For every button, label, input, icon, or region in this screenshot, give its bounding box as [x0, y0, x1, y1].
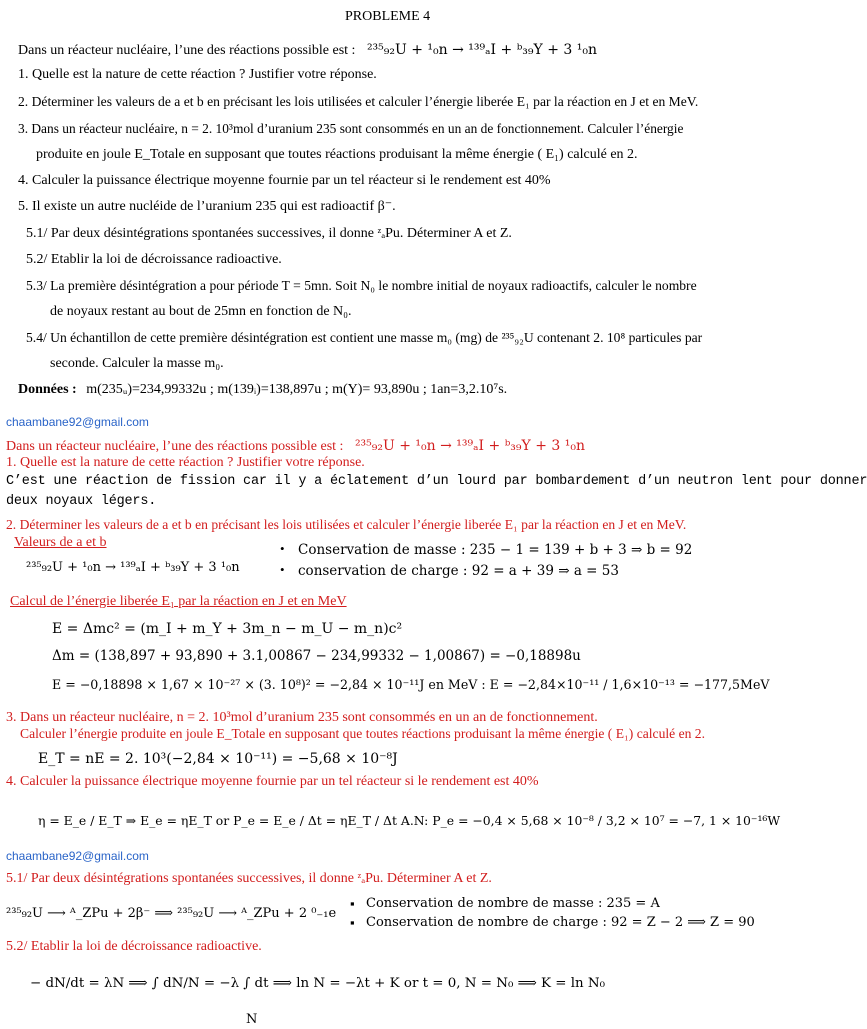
donnees	[18, 381, 507, 399]
equation-energy: E = Δmc² = (m_I + m_Y + 3m_n − m_U − m_n)c²	[52, 621, 403, 637]
question-5: 5. Il existe un autre nucléide de l’uranium 235 qui est radioactif β⁻.	[18, 199, 396, 214]
equation-energy-numeric: E = −0,18898 × 1,67 × 10⁻²⁷ × (3. 10⁸)² = −2,84 × 10⁻¹¹J en MeV : E = −2,84×10⁻¹¹ / 1,6×10⁻¹³ = −177,5MeV	[52, 677, 770, 692]
question-5-3-line-1: 5.3/ La première désintégration a pour période T = 5mn. Soit N₀ le nombre initial de noyaux radioactifs, calculer le nombre	[26, 278, 697, 293]
cropped-fragment: N	[246, 1012, 258, 1027]
bullet-square: ▪	[350, 896, 355, 911]
question-5-1: 5.1/ Par deux désintégrations spontanées successives, il donne ᶻₐPu. Déterminer A et Z.	[26, 226, 512, 241]
page-title: PROBLEME 4	[345, 9, 431, 24]
donnees-label: Données :	[18, 382, 77, 397]
solution-question-3-line-2: Calculer l’énergie produite en joule E_Totale en supposant que toutes réactions produisant la même énergie ( E₁) calculé en 2.	[20, 726, 705, 741]
question-3-line-2: produite en joule E_Totale en supposant que toutes réactions produisant la même énergie ( E₁) calculé en 2.	[36, 147, 638, 162]
solution-question-5-1: 5.1/ Par deux désintégrations spontanées successives, il donne ᶻₐPu. Déterminer A et Z.	[6, 871, 492, 886]
problem-reaction: ²³⁵₉₂U + ¹₀n → ¹³⁹ₐI + ᵇ₃₉Y + 3 ¹₀n	[366, 42, 597, 58]
question-5-2: 5.2/ Etablir la loi de décroissance radioactive.	[26, 252, 282, 267]
email-link[interactable]: chaambane92@gmail.com	[6, 849, 149, 863]
question-3-line-1: 3. Dans un réacteur nucléaire, n = 2. 10³mol d’uranium 235 sont consommés en un an de fonctionnement. Calculer l’énergie	[18, 121, 684, 136]
question-5-4-line-1: 5.4/ Un échantillon de cette première désintégration est contient une masse m₀ (mg) de ²³⁵₉₂U contenant 2. 10⁸ particules par	[26, 330, 703, 345]
question-1: 1. Quelle est la nature de cette réaction ? Justifier votre réponse.	[18, 67, 377, 82]
bullet-dot: •	[280, 541, 285, 556]
question-4: 4. Calculer la puissance électrique moyenne fournie par un tel réacteur si le rendement est 40%	[18, 173, 551, 188]
solution-question-3-line-1: 3. Dans un réacteur nucléaire, n = 2. 10³mol d’uranium 235 sont consommés en un an de fonctionnement.	[6, 710, 598, 725]
problem-intro-text: Dans un réacteur nucléaire, l’une des réactions possible est :	[18, 43, 356, 58]
answer-1-line-2: deux noyaux légers.	[6, 494, 157, 509]
problem-intro	[18, 41, 597, 60]
solution-question-1: 1. Quelle est la nature de cette réaction ? Justifier votre réponse.	[6, 455, 365, 470]
bullet-square: ▪	[350, 915, 355, 930]
conservation-nombre-masse: Conservation de nombre de masse : 235 = A	[366, 896, 660, 911]
equation-total-energy: E_T = nE = 2. 10³(−2,84 × 10⁻¹¹) = −5,68 × 10⁻⁸J	[38, 751, 398, 767]
calcul-energie-label: Calcul de l’énergie liberée E₁ par la réaction en J et en MeV	[10, 594, 347, 609]
email-link[interactable]: chaambane92@gmail.com	[6, 415, 149, 429]
solution-question-5-2: 5.2/ Etablir la loi de décroissance radioactive.	[6, 939, 262, 954]
solution-question-4: 4. Calculer la puissance électrique moyenne fournie par un tel réacteur si le rendement est 40%	[6, 774, 539, 789]
solution-intro-text: Dans un réacteur nucléaire, l’une des réactions possible est :	[6, 439, 344, 454]
equation-mass-defect: Δm = (138,897 + 93,890 + 3.1,00867 − 234,99332 − 1,00867) = −0,18898u	[52, 648, 581, 664]
solution-reaction-2: ²³⁵₉₂U + ¹₀n → ¹³⁹ₐI + ᵇ₃₉Y + 3 ¹₀n	[26, 560, 240, 575]
donnees-text: m(235ᵤ)=234,99332u ; m(139ᵢ)=138,897u ; m(Y)= 93,890u ; 1an=3,2.10⁷s.	[86, 382, 508, 397]
conservation-charge: conservation de charge : 92 = a + 39 ⇒ a = 53	[298, 563, 619, 579]
equation-decay: ²³⁵₉₂U ⟶ ᴬ_ZPu + 2β⁻ ⟹ ²³⁵₉₂U ⟶ ᴬ_ZPu + 2 ⁰₋₁e	[6, 906, 337, 921]
bullet-dot: •	[280, 562, 285, 577]
equation-power: η = E_e / E_T ⇒ E_e = ηE_T or P_e = E_e / Δt = ηE_T / Δt A.N: P_e = −0,4 × 5,68 × 10⁻⁸ / 3,2 × 10⁷ = −7, 1 × 10⁻¹⁶W	[38, 813, 781, 828]
question-2: 2. Déterminer les valeurs de a et b en précisant les lois utilisées et calculer l’énergie liberée E₁ par la réaction en J et en MeV.	[18, 94, 699, 109]
solution-question-2: 2. Déterminer les valeurs de a et b en précisant les lois utilisées et calculer l’énergie liberée E₁ par la réaction en J et en MeV.	[6, 517, 687, 532]
question-5-3-line-2: de noyaux restant au bout de 25mn en fonction de N₀.	[50, 304, 352, 319]
question-5-4-line-2: seconde. Calculer la masse m₀.	[50, 356, 224, 371]
valeurs-label: Valeurs de a et b	[14, 535, 107, 550]
conservation-nombre-charge: Conservation de nombre de charge : 92 = Z − 2 ⟹ Z = 90	[366, 915, 755, 930]
equation-decay-law: − dN/dt = λN ⟹ ∫ dN/N = −λ ∫ dt ⟹ ln N = −λt + K or t = 0, N = N₀ ⟹ K = ln N₀	[30, 976, 606, 991]
answer-1-line-1: C’est une réaction de fission car il y a éclatement d’un lourd par bombardement d’un neutron lent pour donner	[6, 474, 867, 489]
solution-reaction: ²³⁵₉₂U + ¹₀n → ¹³⁹ₐI + ᵇ₃₉Y + 3 ¹₀n	[354, 438, 585, 454]
conservation-masse: Conservation de masse : 235 − 1 = 139 + b + 3 ⇒ b = 92	[298, 542, 693, 558]
